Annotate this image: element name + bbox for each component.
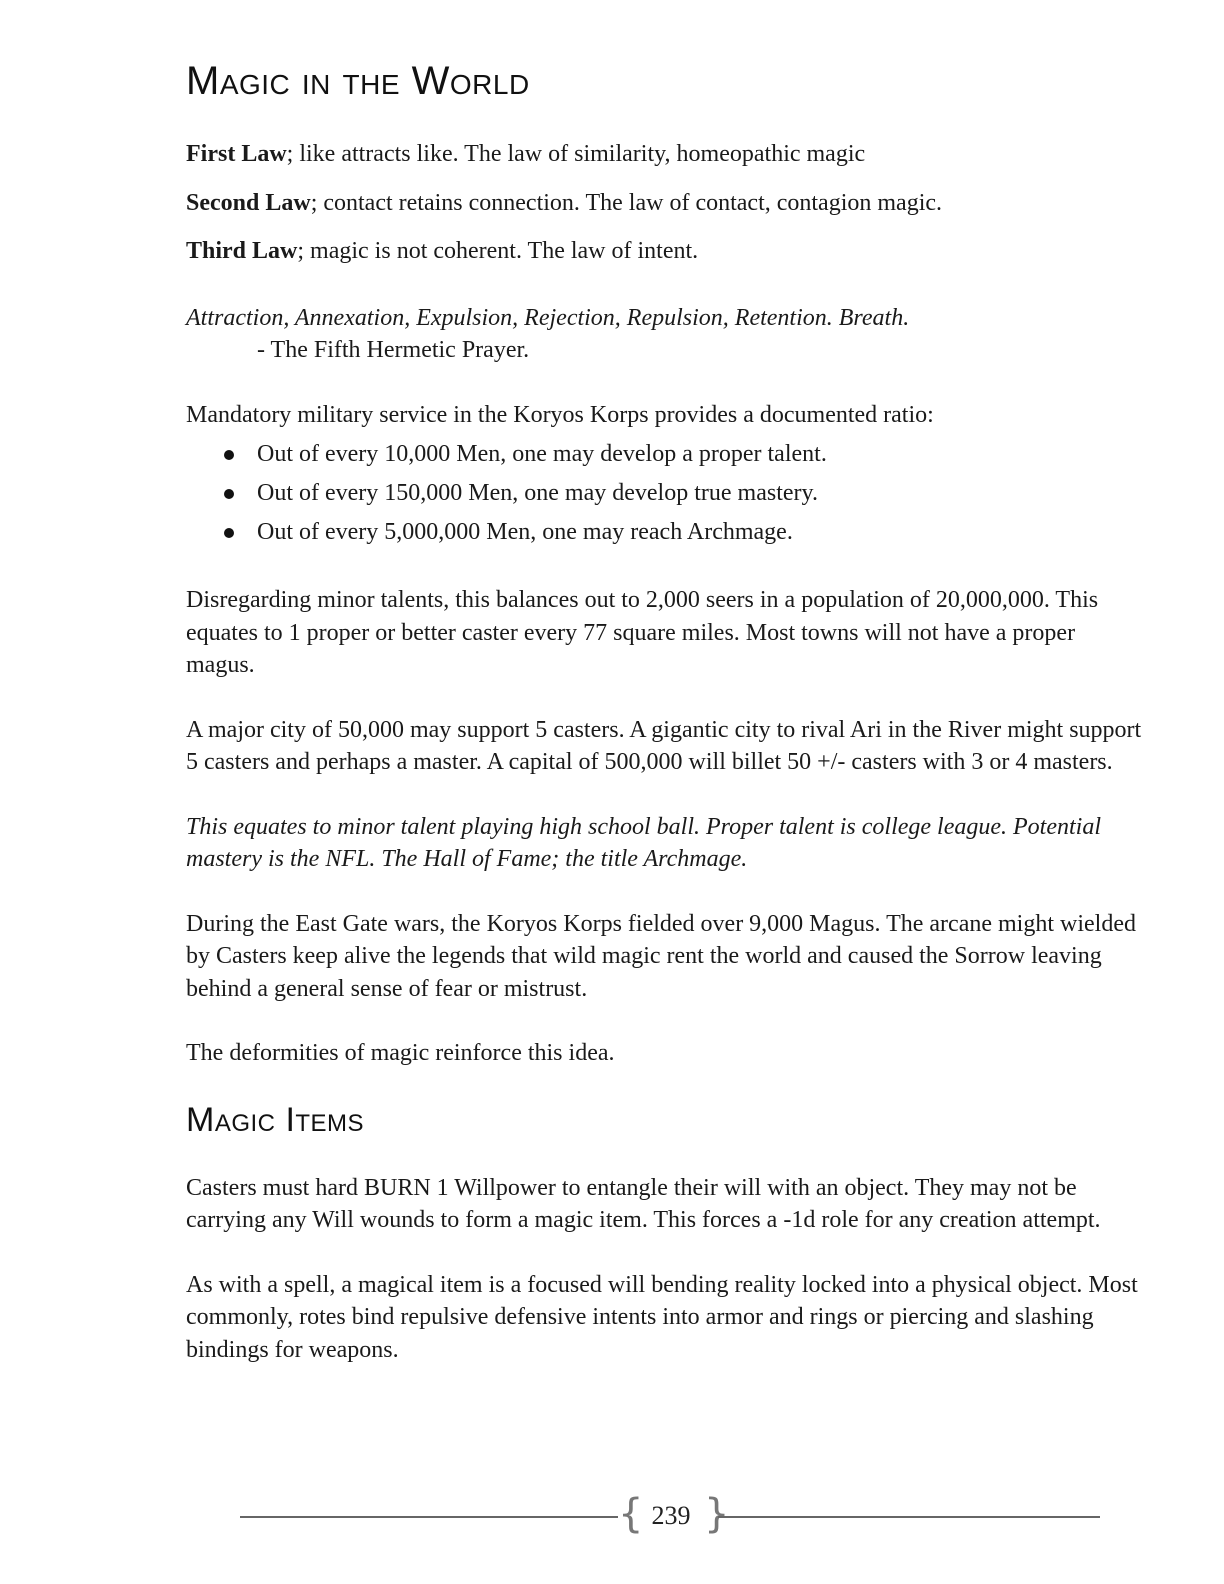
law-text: ; magic is not coherent. The law of intent. [297,238,699,264]
law-second [186,187,1146,220]
footer-brace-right: } [704,1491,730,1537]
list-item [222,474,1146,513]
bullet-icon [224,489,234,499]
paragraph-deformities: The deformities of magic reinforce this idea. [186,1040,615,1066]
list-item-text: Out of every 150,000 Men, one may develop true mastery. [257,480,818,506]
page-content [186,58,1146,1366]
list-item-text: Out of every 5,000,000 Men, one may reach Archmage. [257,519,793,545]
footer-brace-left: { [618,1491,644,1537]
law-name: First Law [186,141,287,167]
law-text: ; contact retains connection. The law of contact, contagion magic. [310,189,943,216]
law-name: Second Law [186,189,311,216]
bullet-icon [224,528,234,538]
quote-text: Attraction, Annexation, Expulsion, Rejection, Repulsion, Retention. Breath. [186,304,910,331]
law-text: ; like attracts like. The law of similarity, homeopathic magic [286,141,866,167]
hermetic-prayer-quote [186,302,1146,367]
paragraph-population: Disregarding minor talents, this balances out to 2,000 seers in a population of 20,000,000. This equates to 1 proper or better caster every 77 square miles. Most towns will not have a proper magus. [186,587,1099,678]
ratio-section [186,399,1146,553]
list-item [222,435,1146,474]
page-footer [240,1491,1100,1538]
law-first [186,138,1146,171]
law-name: Third Law [186,238,298,264]
paragraph-cities: A major city of 50,000 may support 5 casters. A gigantic city to rival Ari in the River might support 5 casters and perhaps a master. A capital of 500,000 will billet 50 +/- casters with 3 or 4 masters. [186,716,1142,775]
paragraph-spell: As with a spell, a magical item is a focused will bending reality locked into a physical object. Most commonly, rotes bind repulsive defensive intents into armor and rings or piercing and slashing bindings for weapons. [186,1271,1138,1363]
section-title-magic-in-the-world: Magic in the World [186,59,530,103]
ratio-intro: Mandatory military service in the Koryos Korps provides a documented ratio: [186,401,934,428]
paragraph-east-gate-wars: During the East Gate wars, the Koryos Korps fielded over 9,000 Magus. The arcane might wielded by Casters keep alive the legends that wild magic rent the world and caused the Sorrow leaving behind a general sense of fear or mistrust. [186,910,1136,1002]
list-item [222,513,1146,552]
law-third [186,235,1146,268]
ratio-list [186,435,1146,552]
page-number: 239 [651,1501,691,1530]
section-title-magic-items: Magic Items [186,1100,365,1139]
quote-attribution: - The Fifth Hermetic Prayer. [257,337,530,363]
paragraph-burn: Casters must hard BURN 1 Willpower to entangle their will with an object. They may not be carrying any Will wounds to form a magic item. This forces a -1d role for any creation attempt. [186,1174,1101,1233]
bullet-icon [224,450,234,460]
footer-rule-left [240,1516,618,1518]
list-item-text: Out of every 10,000 Men, one may develop a proper talent. [257,441,827,467]
paragraph-analogy: This equates to minor talent playing high school ball. Proper talent is college league. Potential mastery is the NFL. The Hall of Fame; the title Archmage. [186,813,1101,872]
footer-rule-right [718,1516,1100,1518]
